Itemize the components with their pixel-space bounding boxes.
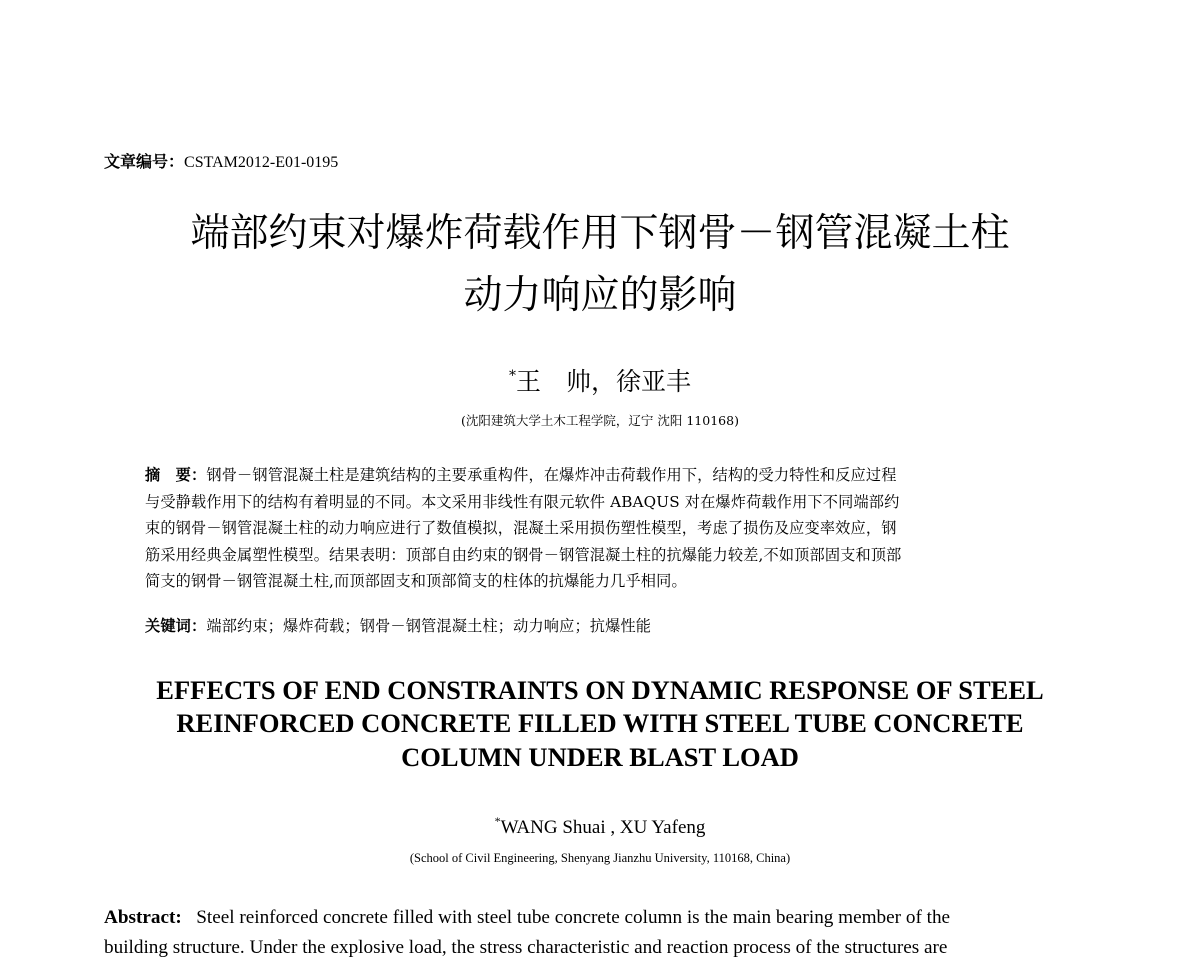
chinese-abstract-line-3: 束的钢骨－钢管混凝土柱的动力响应进行了数值模拟，混凝土采用损伤塑性模型，考虑了损伤及应变率效应，钢 [145, 519, 897, 537]
chinese-abstract-line-2: 与受静载作用下的结构有着明显的不同。本文采用非线性有限元软件 ABAQUS 对在爆炸荷载作用下不同端部约 [145, 493, 900, 511]
chinese-abstract-label: 摘 要： [145, 466, 207, 484]
article-number-value: CSTAM2012-E01-0195 [184, 154, 339, 171]
english-authors [0, 809, 1200, 840]
english-abstract-label: Abstract: [104, 907, 182, 928]
english-title-line-2: REINFORCED CONCRETE FILLED WITH STEEL TUBE CONCRETE [176, 708, 1024, 738]
chinese-title-line-2: 动力响应的影响 [463, 273, 737, 318]
article-number [104, 152, 338, 173]
english-title-line-1: EFFECTS OF END CONSTRAINTS ON DYNAMIC RESPONSE OF STEEL [156, 675, 1044, 705]
corresponding-author-marker-en: * [494, 814, 501, 828]
chinese-authors [0, 360, 1200, 398]
chinese-abstract-line-4: 筋采用经典金属塑性模型。结果表明：顶部自由约束的钢骨－钢管混凝土柱的抗爆能力较差,不如顶部固支和顶部 [145, 546, 902, 564]
english-abstract-line-1 [104, 906, 1089, 930]
chinese-abstract-line-1 [145, 462, 1050, 488]
english-title-line-3: COLUMN UNDER BLAST LOAD [401, 742, 799, 772]
corresponding-author-marker: * [508, 368, 516, 384]
english-abstract-text-1: Steel reinforced concrete filled with steel tube concrete column is the main bearing member of the [196, 907, 951, 928]
chinese-affiliation: (沈阳建筑大学土木工程学院，辽宁 沈阳 110168) [461, 413, 739, 428]
chinese-abstract-line-5: 简支的钢骨－钢管混凝土柱,而顶部固支和顶部简支的柱体的抗爆能力几乎相同。 [145, 572, 687, 590]
chinese-keywords-text: 端部约束；爆炸荷载；钢骨－钢管混凝土柱；动力响应；抗爆性能 [206, 617, 652, 635]
english-abstract-line-2: building structure. Under the explosive load, the stress characteristic and reaction process of the structures are [104, 937, 948, 958]
chinese-author-names: 王 帅，徐亚丰 [515, 367, 691, 396]
chinese-keywords-label: 关键词： [145, 617, 207, 635]
chinese-title-line-1: 端部约束对爆炸荷载作用下钢骨－钢管混凝土柱 [190, 211, 1010, 256]
chinese-keywords [145, 613, 1050, 639]
english-affiliation: (School of Civil Engineering, Shenyang Jianzhu University, 110168, China) [409, 851, 791, 865]
article-number-label: 文章编号： [104, 152, 185, 171]
english-author-names: WANG Shuai , XU Yafeng [500, 817, 706, 838]
chinese-abstract-text: 钢骨－钢管混凝土柱是建筑结构的主要承重构件，在爆炸冲击荷载作用下，结构的受力特性和反应过程 [206, 466, 897, 484]
